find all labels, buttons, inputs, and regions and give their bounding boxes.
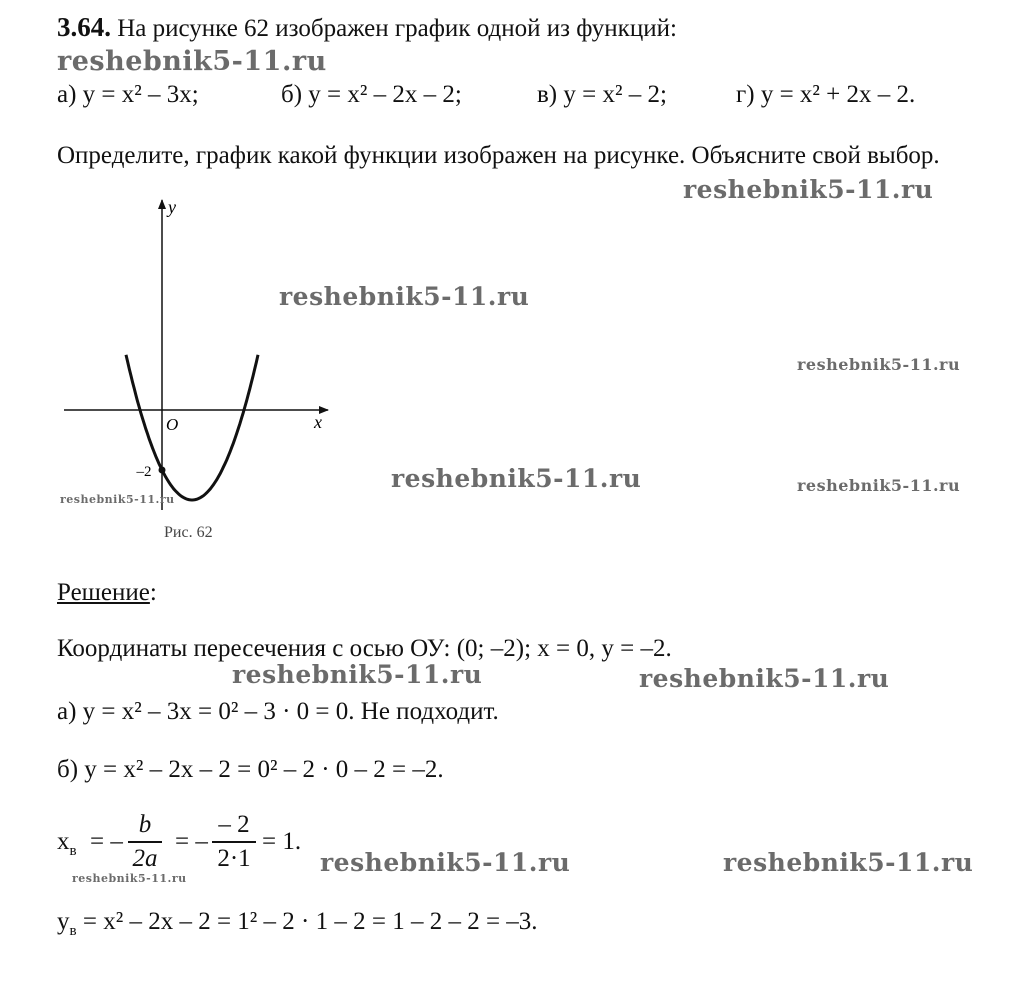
solution-a: а) y = x² – 3x = 0² – 3 · 0 = 0. Не подходит. (57, 698, 499, 725)
y-intercept-point (159, 467, 166, 474)
watermark: reshebnik5-11.ru (57, 46, 327, 77)
problem-statement: На рисунке 62 изображен график одной из функций: (117, 15, 677, 42)
watermark: reshebnik5-11.ru (72, 872, 187, 885)
watermark: reshebnik5-11.ru (683, 175, 934, 204)
origin-label: O (166, 415, 179, 434)
option-b: б) y = x² – 2x – 2; (281, 81, 462, 108)
watermark: reshebnik5-11.ru (797, 355, 961, 374)
option-v: в) y = x² – 2; (537, 81, 667, 108)
solution-heading-colon: : (149, 579, 157, 606)
xv-lhs (57, 827, 77, 866)
solution-heading (57, 578, 157, 608)
solution-intersect: Координаты пересечения с осью ОУ: (0; –2); x = 0, y = –2. (57, 635, 672, 662)
option-g: г) y = x² + 2x – 2. (736, 81, 916, 108)
watermark: reshebnik5-11.ru (279, 282, 530, 311)
intercept-label: –2 (136, 464, 152, 480)
watermark: reshebnik5-11.ru (391, 464, 642, 493)
watermark: reshebnik5-11.ru (723, 848, 974, 877)
xv-result: = 1. (262, 828, 302, 855)
solution-heading-text: Решение (57, 579, 150, 606)
fraction-numerator: b (138, 811, 152, 838)
problem-number: 3.64. (57, 12, 111, 42)
fraction-b-over-2a (128, 811, 162, 873)
x-axis-label: x (314, 412, 322, 432)
option-a: а) y = x² – 3x; (57, 81, 199, 108)
fraction-numerator: – 2 (218, 811, 250, 838)
problem-question: Определите, график какой функции изображен на рисунке. Объясните свой выбор. (57, 142, 940, 169)
xv-eq1: = – (90, 828, 123, 855)
watermark: reshebnik5-11.ru (232, 660, 483, 689)
solution-yv (57, 907, 538, 946)
xv-symbol: x (57, 828, 70, 855)
watermark: reshebnik5-11.ru (60, 493, 175, 506)
xv-eq2: = – (175, 828, 208, 855)
figure-caption: Рис. 62 (164, 524, 213, 541)
xv-subscript: в (69, 843, 77, 859)
fraction-minus2-over-2x1 (212, 811, 256, 873)
yv-subscript: в (69, 923, 77, 939)
problem-header (57, 12, 677, 44)
yv-symbol: y (57, 908, 70, 935)
fraction-denominator: 2a (132, 845, 158, 872)
watermark: reshebnik5-11.ru (639, 664, 890, 693)
watermark: reshebnik5-11.ru (320, 848, 571, 877)
watermark: reshebnik5-11.ru (797, 476, 961, 495)
yv-expression: = x² – 2x – 2 = 1² – 2 · 1 – 2 = 1 – 2 – 2 = –3. (76, 908, 538, 935)
solution-b: б) y = x² – 2x – 2 = 0² – 2 · 0 – 2 = –2. (57, 756, 444, 783)
fraction-denominator: 2·1 (217, 845, 251, 872)
y-axis-label: y (168, 197, 176, 217)
